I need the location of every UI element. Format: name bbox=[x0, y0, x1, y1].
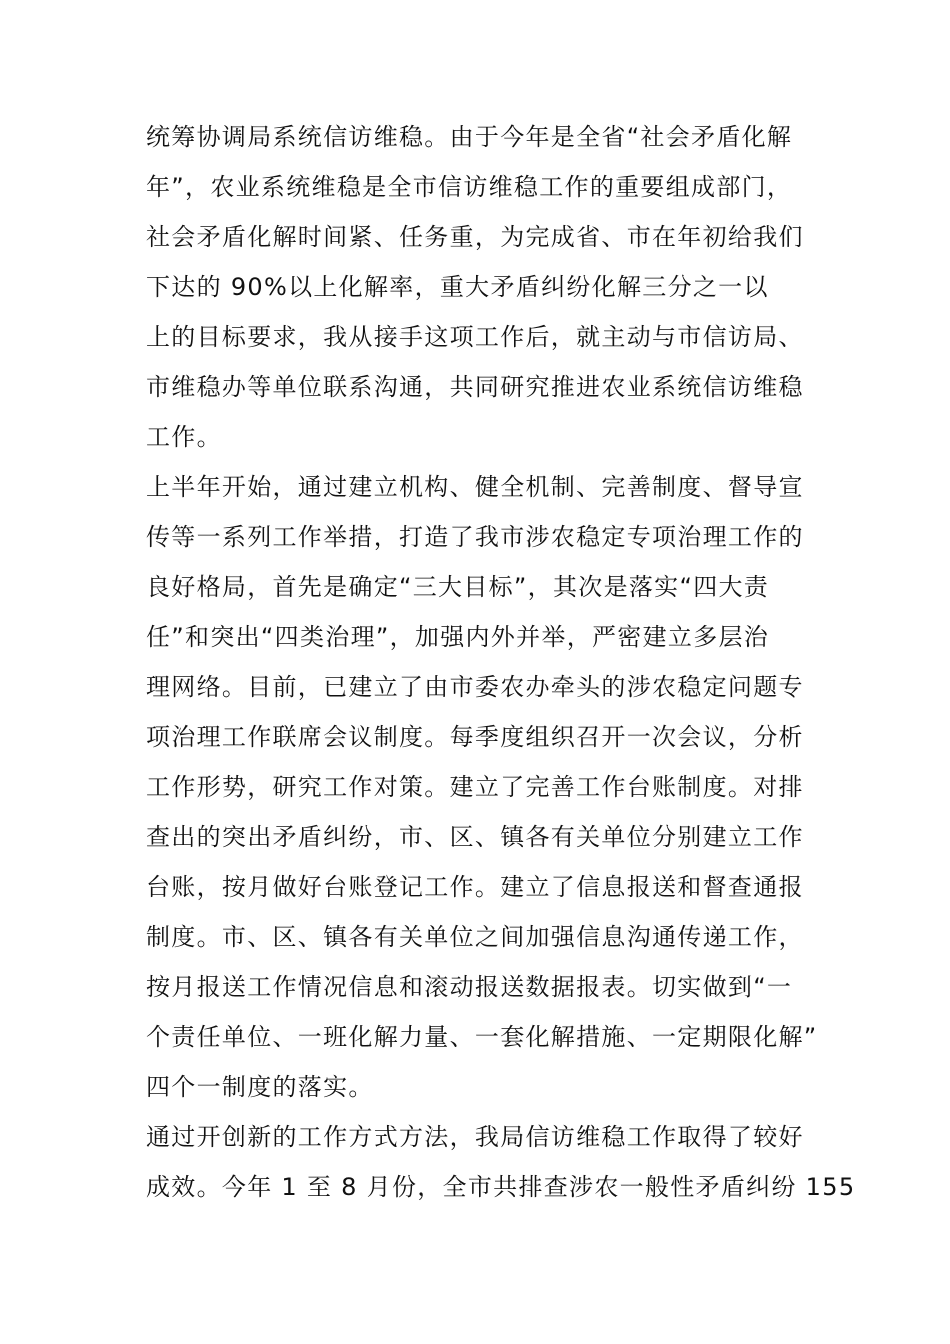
text-line: 任”和突出“四类治理”，加强内外并举，严密建立多层治 bbox=[146, 623, 770, 651]
text-line: 工作。 bbox=[146, 423, 222, 451]
text-line: 项治理工作联席会议制度。每季度组织召开一次会议，分析 bbox=[146, 723, 804, 751]
text-line: 上的目标要求，我从接手这项工作后，就主动与市信访局、 bbox=[146, 323, 804, 351]
text-line: 台账，按月做好台账登记工作。建立了信息报送和督查通报 bbox=[146, 873, 804, 901]
text-line: 社会矛盾化解时间紧、任务重，为完成省、市在年初给我们 bbox=[146, 223, 804, 251]
text-line: 按月报送工作情况信息和滚动报送数据报表。切实做到“一 bbox=[146, 973, 793, 1001]
text-line: 统筹协调局系统信访维稳。由于今年是全省“社会矛盾化解 bbox=[146, 123, 793, 151]
text-line: 工作形势，研究工作对策。建立了完善工作台账制度。对排 bbox=[146, 773, 804, 801]
text-line: 四个一制度的落实。 bbox=[146, 1073, 374, 1101]
text-line: 传等一系列工作举措，打造了我市涉农稳定专项治理工作的 bbox=[146, 523, 804, 551]
text-line: 查出的突出矛盾纠纷，市、区、镇各有关单位分别建立工作 bbox=[146, 823, 804, 851]
body-text bbox=[146, 112, 856, 1212]
text-line: 个责任单位、一班化解力量、一套化解措施、一定期限化解” bbox=[146, 1023, 818, 1051]
text-line: 制度。市、区、镇各有关单位之间加强信息沟通传递工作， bbox=[146, 923, 804, 951]
text-line: 通过开创新的工作方式方法，我局信访维稳工作取得了较好 bbox=[146, 1123, 804, 1151]
text-line: 理网络。目前，已建立了由市委农办牵头的涉农稳定问题专 bbox=[146, 673, 804, 701]
text-line: 年”，农业系统维稳是全市信访维稳工作的重要组成部门， bbox=[146, 173, 793, 201]
text-line: 下达的 90%以上化解率，重大矛盾纠纷化解三分之一以 bbox=[146, 273, 769, 301]
text-line: 成效。今年 1 至 8 月份，全市共排查涉农一般性矛盾纠纷 155 bbox=[146, 1173, 856, 1201]
text-line: 上半年开始，通过建立机构、健全机制、完善制度、督导宣 bbox=[146, 473, 804, 501]
text-line: 市维稳办等单位联系沟通，共同研究推进农业系统信访维稳 bbox=[146, 373, 804, 401]
text-line: 良好格局，首先是确定“三大目标”，其次是落实“四大责 bbox=[146, 573, 770, 601]
